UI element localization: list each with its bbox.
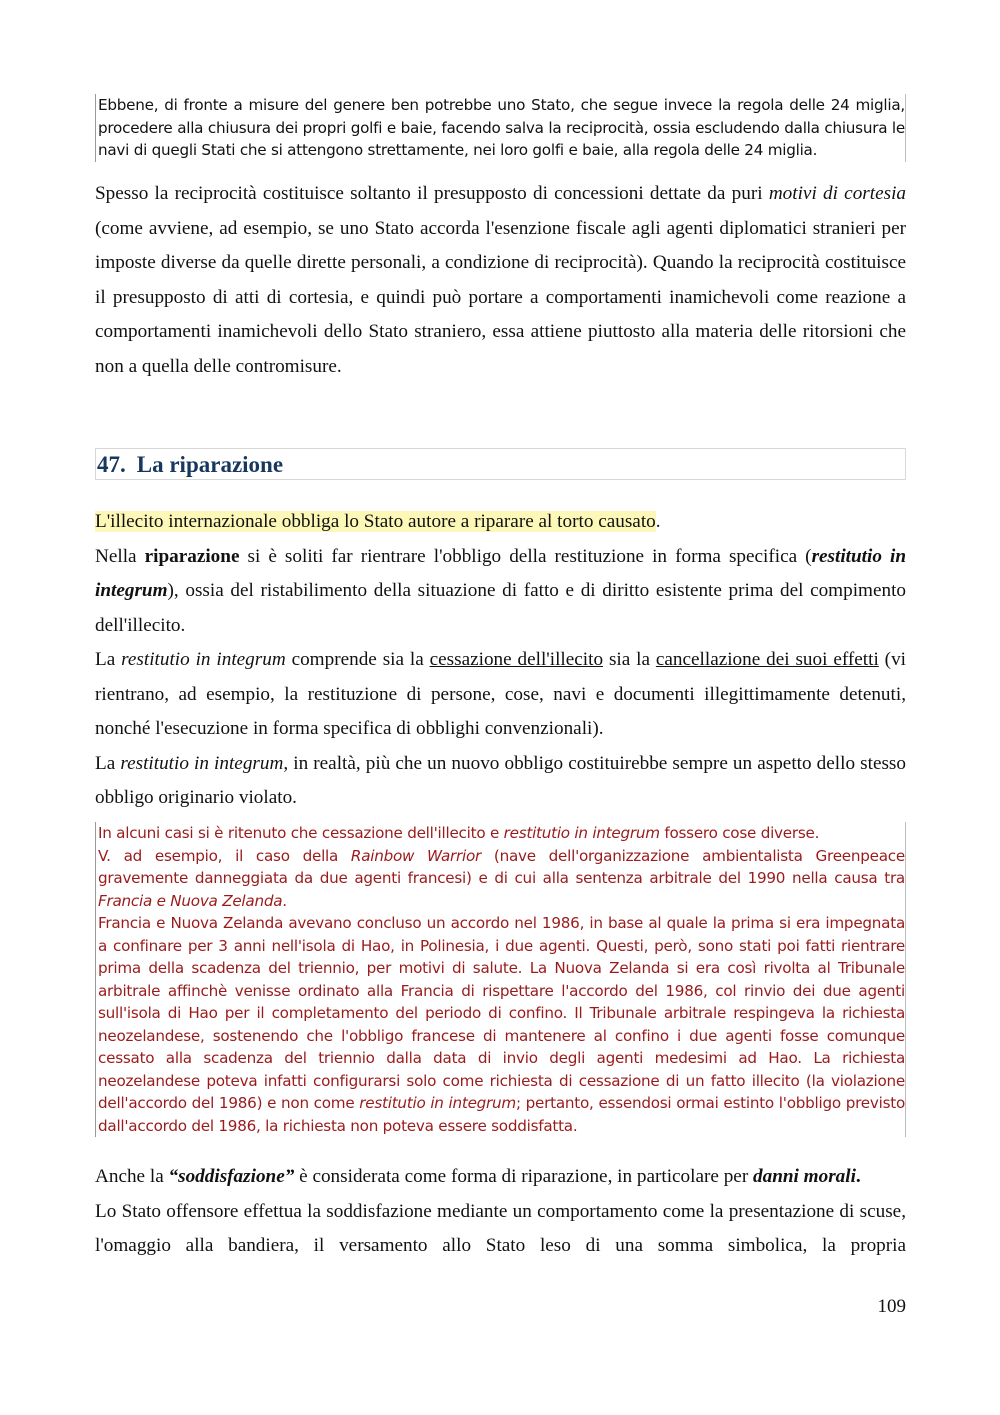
page-number: 109 <box>877 1296 906 1317</box>
boxed-note-top <box>95 94 906 162</box>
paragraph-restitutio: La restitutio in integrum comprende sia la cessazione dell'illecito sia la cancellazione dei suoi effetti (vi rientrano, ad esempio, la restituzione di persone, cose, navi e documenti illegittimamente detenuti, nonché l'esecuzione in forma specifica di obblighi convenzionali). <box>95 649 906 739</box>
paragraph-soddisfazione: Anche la “soddisfazione” è considerata come forma di riparazione, in particolare per danni morali. Lo Stato offensore effettua la soddisfazione mediante un comportamento come la presentazione di scuse, l'omaggio alla bandiera, il versamento allo Stato leso di una somma simbolica, la propria <box>95 1166 906 1256</box>
section-number: 47. <box>97 452 126 477</box>
boxed-note-red: In alcuni casi si è ritenuto che cessazione dell'illecito e restitutio in integrum fossero cose diverse. V. ad esempio, il caso della Rainbow Warrior (nave dell'organizzazione ambientalista Greenpeace gravemente danneggiata da due agenti francesi) e di cui alla sentenza arbitrale del 1990 nella causa tra Francia e Nuova Zelanda. Francia e Nuova Zelanda avevano concluso un accordo nel 1986, in base al quale la prima si era impegnata a confinare per 3 anni nell'isola di Hao, in Polinesia, i due agenti. Questi, però, sono stati poi fatti rientrare prima della scadenza del triennio, per motivi di salute. La Nuova Zelanda si era così rivolta al Tribunale arbitrale affinchè venisse ordinato alla Francia di rispettare l'accordo del 1986, col rinvio dei due agenti sull'isola di Hao per il completamento del periodo di confino. Il Tribunale arbitrale respingeva la richiesta neozelandese, sostenendo che l'obbligo francese di mantenere al confino i due agenti fosse comunque cessato alla scadenza del triennio dalla data di invio degli agenti medesimi ad Hao. La richiesta neozelandese poteva infatti configurarsi solo come richiesta di cessazione di un fatto illecito (la violazione dell'accordo del 1986) e non come restitutio in integrum; pertanto, essendosi ormai estinto l'obbligo previsto dall'accordo del 1986, la richiesta non poteva essere soddisfatta. <box>95 822 906 1137</box>
paragraph-reciprocity: Spesso la reciprocità costituisce soltanto il presupposto di concessioni dettate da puri motivi di cortesia (come avviene, ad esempio, se uno Stato accorda l'esenzione fiscale agli agenti diplomatici stranieri per imposte diverse da quelle dirette personali, a condizione di reciprocità). Quando la reciprocità costituisce il presupposto di atti di cortesia, e quindi può portare a comportamenti inamichevoli come reazione a comportamenti inamichevoli dello Stato straniero, essa attiene piuttosto alla materia delle ritorsioni che non a quella delle contromisure. <box>95 183 906 377</box>
section-title: La riparazione <box>136 452 284 477</box>
note-text: Ebbene, di fronte a misure del genere ben potrebbe uno Stato, che segue invece la regola delle 24 miglia, procedere alla chiusura dei propri golfi e baie, facendo salva la reciprocità, ossia escludendo dalla chiusura le navi di quegli Stati che si attengono strettamente, nei loro golfi e baie, alla regola delle 24 miglia. <box>98 96 905 159</box>
section-heading <box>95 448 906 480</box>
section-body <box>95 505 906 816</box>
paragraph-obbligo: La restitutio in integrum, in realtà, più che un nuovo obbligo costituirebbe sempre un aspetto dello stesso obbligo originario violato. <box>95 752 906 808</box>
paragraph-riparazione: Nella riparazione si è soliti far rientrare l'obbligo della restituzione in forma specifica (restitutio in integrum), ossia del ristabilimento della situazione di fatto e di diritto esistente prima del compimento dell'illecito. <box>95 545 906 636</box>
highlighted-sentence: L'illecito internazionale obbliga lo Stato autore a riparare al torto causato. <box>95 511 661 532</box>
